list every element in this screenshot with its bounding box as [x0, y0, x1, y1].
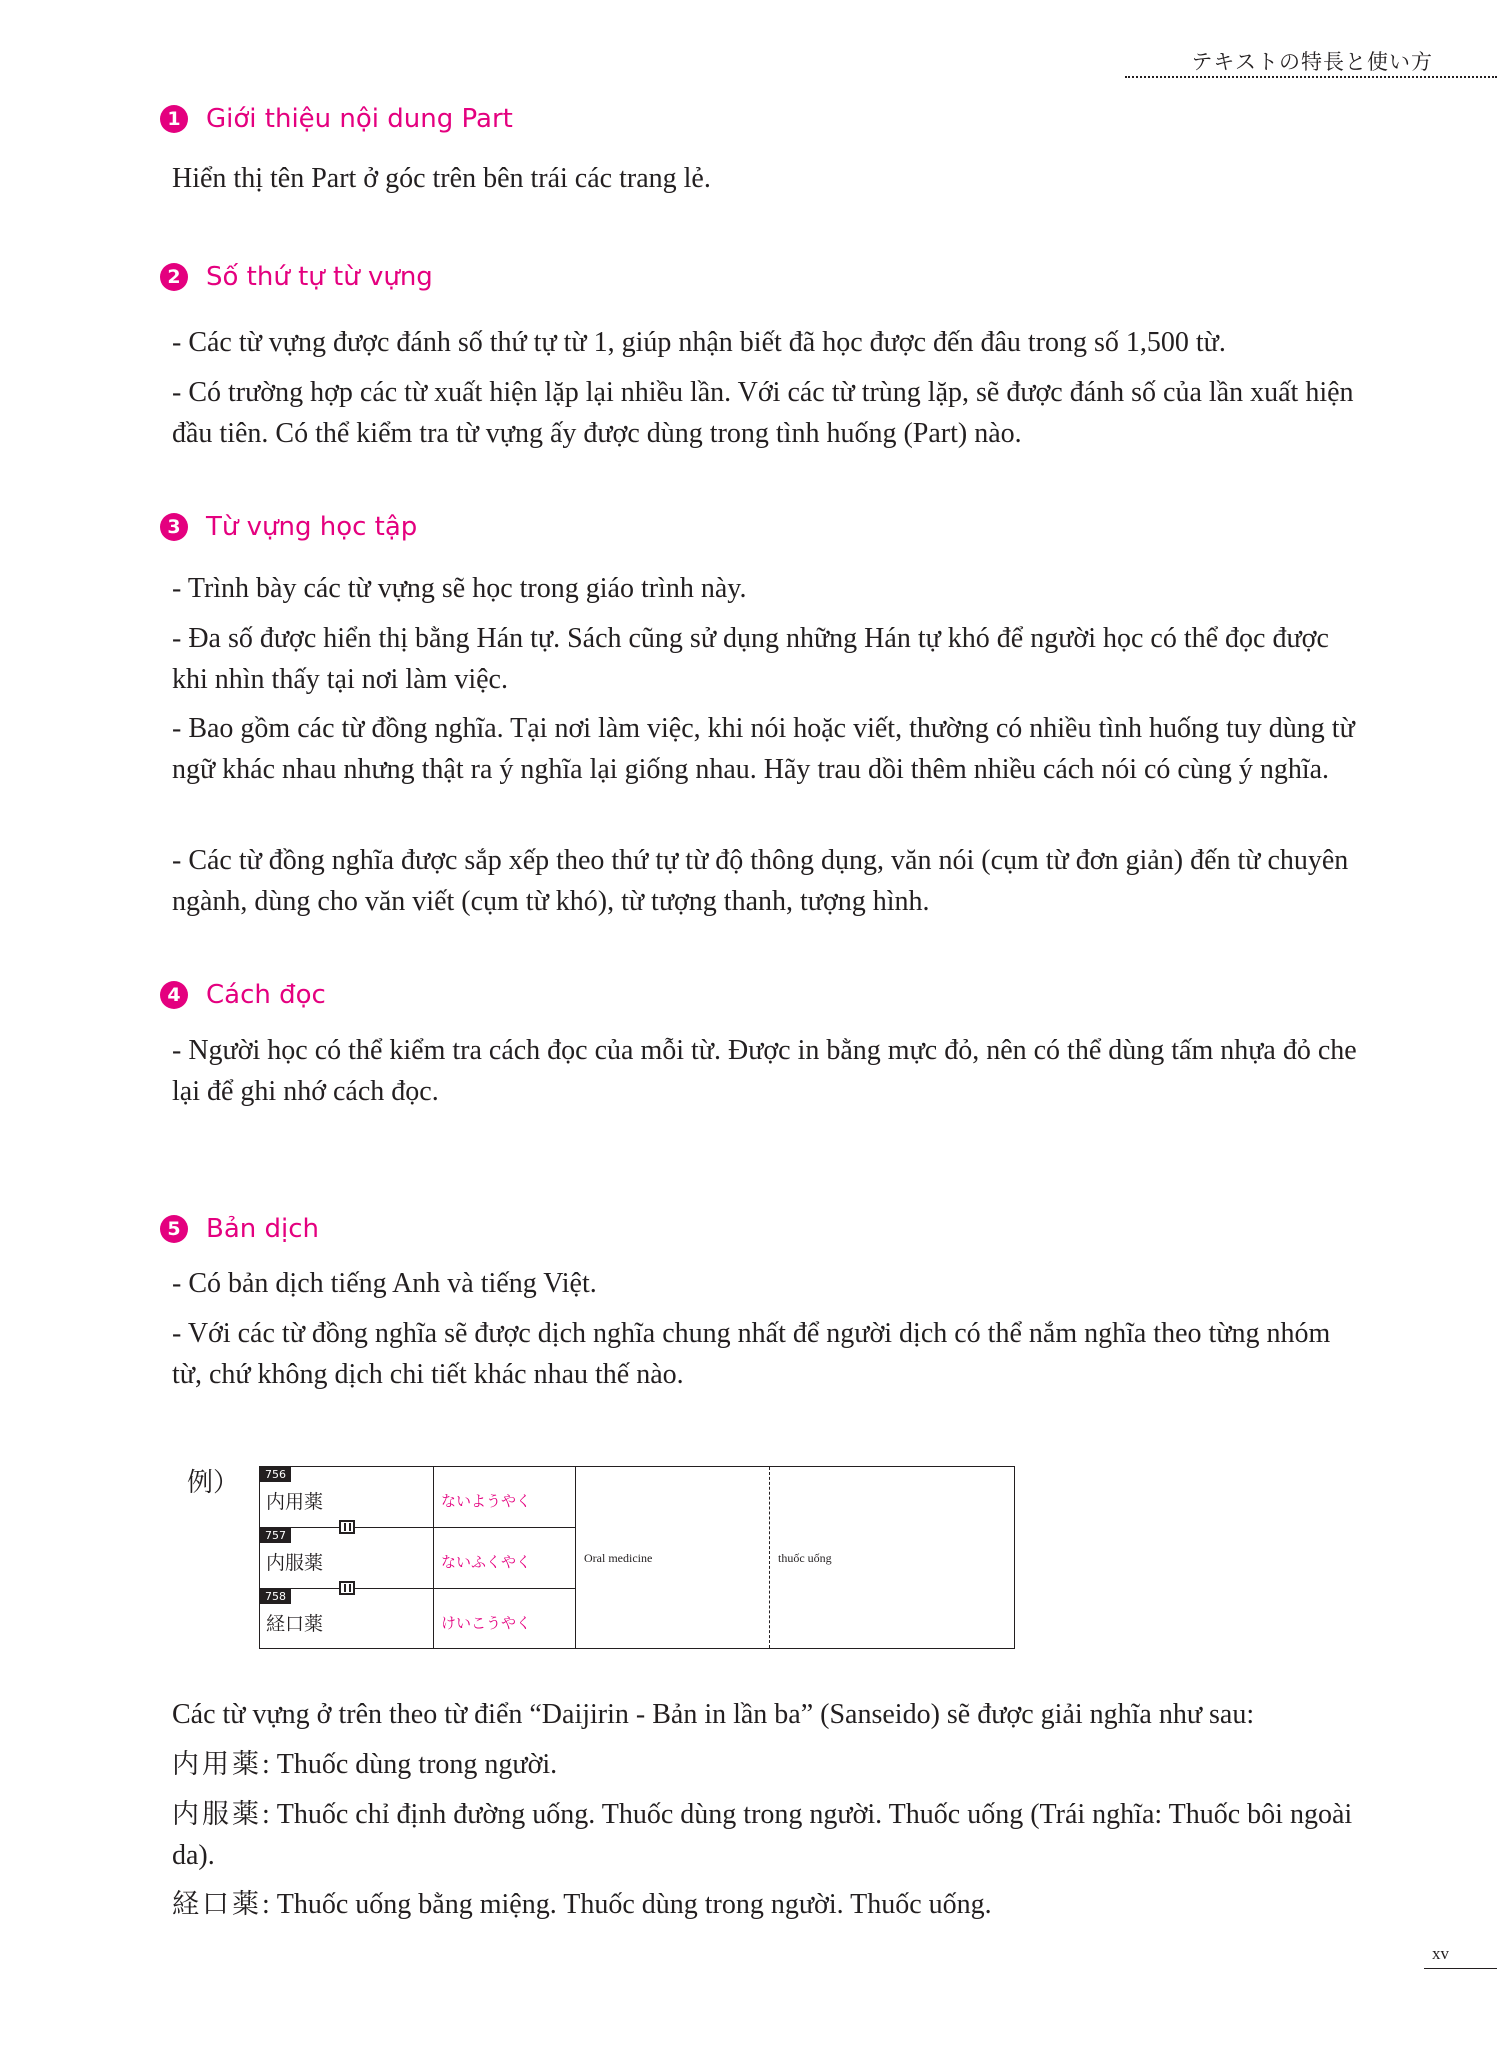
section-title: Từ vựng học tập	[206, 512, 418, 542]
section-heading-1	[160, 101, 513, 137]
definition-text: : Thuốc chỉ định đường uống. Thuốc dùng trong người. Thuốc uống (Trái nghĩa: Thuốc bôi ngoài da).	[172, 1799, 1353, 1871]
section-number-badge: 4	[160, 981, 188, 1009]
paragraph: - Các từ vựng được đánh số thứ tự từ 1, giúp nhận biết đã học được đến đâu trong số 1,500 từ.	[172, 327, 1226, 358]
definition-text: : Thuốc uống bằng miệng. Thuốc dùng trong người. Thuốc uống.	[262, 1889, 992, 1920]
dictionary-intro: Các từ vựng ở trên theo từ điển “Daijirin - Bản in lần ba” (Sanseido) sẽ được giải nghĩa như sau:	[172, 1699, 1255, 1730]
row-divider	[260, 1527, 575, 1528]
page-number-rule	[1424, 1968, 1497, 1969]
definition-entry	[172, 1884, 1362, 1925]
definition-entry	[172, 1794, 1362, 1876]
definition-entry	[172, 1744, 1362, 1785]
paragraph: - Trình bày các từ vựng sẽ học trong giáo trình này.	[172, 573, 747, 604]
page-number: xv	[1432, 1944, 1449, 1963]
section-heading-3	[160, 509, 417, 545]
vocab-reading: けいこうやく	[441, 1614, 532, 1632]
paragraph: Hiển thị tên Part ở góc trên bên trái các trang lẻ.	[172, 163, 711, 194]
vietnamese-translation: thuốc uống	[778, 1551, 832, 1565]
column-divider-dashed	[769, 1467, 770, 1648]
section-number-badge: 5	[160, 1215, 188, 1243]
section-number-badge: 1	[160, 105, 188, 133]
synonym-link-icon	[339, 1581, 355, 1595]
section-title: Số thứ tự từ vựng	[206, 262, 433, 292]
running-header	[1125, 46, 1497, 78]
synonym-link-icon	[339, 1520, 355, 1534]
example-vocab-table	[259, 1466, 1015, 1649]
section-title: Cách đọc	[206, 980, 326, 1010]
vocab-reading: ないふくやく	[441, 1553, 532, 1571]
section-number-badge: 3	[160, 513, 188, 541]
english-translation: Oral medicine	[584, 1551, 653, 1565]
header-title: テキストの特長と使い方	[1191, 50, 1433, 74]
paragraph: - Người học có thể kiểm tra cách đọc của mỗi từ. Được in bằng mực đỏ, nên có thể dùng tấm nhựa đỏ che lại để ghi nhớ cách đọc.	[172, 1035, 1357, 1107]
section-heading-5	[160, 1211, 319, 1247]
row-divider	[260, 1588, 575, 1589]
vocab-number-tag: 756	[260, 1467, 291, 1482]
section-heading-4	[160, 977, 326, 1013]
paragraph: - Có bản dịch tiếng Anh và tiếng Việt.	[172, 1268, 597, 1299]
definition-term: 内用薬	[172, 1749, 262, 1780]
vocab-reading: ないようやく	[441, 1492, 532, 1510]
vocab-kanji: 経口薬	[266, 1613, 324, 1635]
column-divider	[575, 1467, 576, 1648]
example-label: 例）	[187, 1468, 240, 1498]
section-heading-2	[160, 259, 433, 295]
paragraph: - Có trường hợp các từ xuất hiện lặp lại nhiều lần. Với các từ trùng lặp, sẽ được đánh số của lần xuất hiện đầu tiên. Có thể kiểm tra từ vựng ấy được dùng trong tình huống (Part) nào.	[172, 377, 1354, 449]
definition-term: 内服薬	[172, 1799, 262, 1830]
paragraph: - Với các từ đồng nghĩa sẽ được dịch nghĩa chung nhất để người dịch có thể nắm nghĩa theo từng nhóm từ, chứ không dịch chi tiết khác nhau thế nào.	[172, 1318, 1331, 1390]
definition-text: : Thuốc dùng trong người.	[262, 1749, 558, 1780]
header-dotted-rule	[1125, 76, 1497, 78]
section-number-badge: 2	[160, 263, 188, 291]
vocab-number-tag: 758	[260, 1589, 291, 1604]
paragraph: - Bao gồm các từ đồng nghĩa. Tại nơi làm việc, khi nói hoặc viết, thường có nhiều tình huống tuy dùng từ ngữ khác nhau nhưng thật ra ý nghĩa lại giống nhau. Hãy trau dồi thêm nhiều cách nói có cùng ý nghĩa.	[172, 713, 1355, 785]
column-divider	[433, 1467, 434, 1648]
paragraph: - Đa số được hiển thị bằng Hán tự. Sách cũng sử dụng những Hán tự khó để người học có thể đọc được khi nhìn thấy tại nơi làm việc.	[172, 623, 1329, 695]
paragraph: - Các từ đồng nghĩa được sắp xếp theo thứ tự từ độ thông dụng, văn nói (cụm từ đơn giản) đến từ chuyên ngành, dùng cho văn viết (cụm từ khó), từ tượng thanh, tượng hình.	[172, 845, 1349, 917]
section-title: Bản dịch	[206, 1214, 320, 1244]
vocab-kanji: 内用薬	[266, 1491, 324, 1513]
vocab-number-tag: 757	[260, 1528, 291, 1543]
section-title: Giới thiệu nội dung Part	[206, 104, 513, 134]
definition-term: 経口薬	[172, 1889, 262, 1920]
vocab-kanji: 内服薬	[266, 1552, 324, 1574]
